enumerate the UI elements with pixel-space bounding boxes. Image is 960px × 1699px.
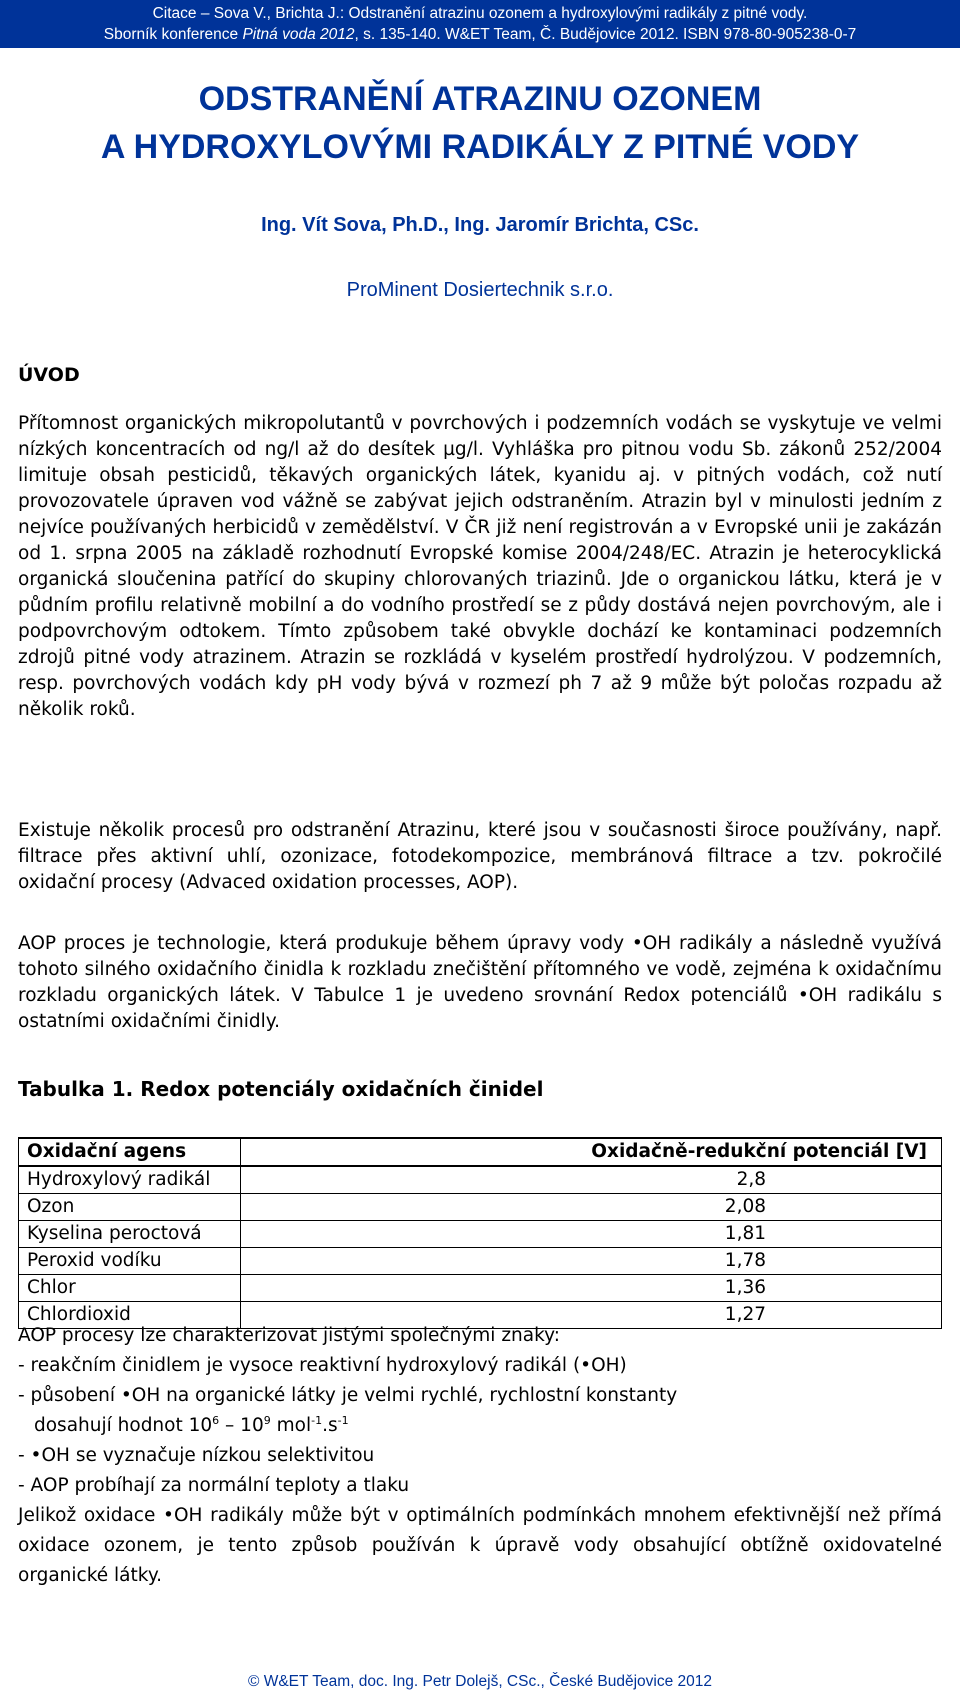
paragraph-aop: AOP proces je technologie, která produkuje během úpravy vody •OH radikály a následně využívá tohoto silného oxidačního činidla k rozkladu znečištění přítomného ve vodě, zejména k oxidačnímu rozkladu organických látek. V Tabulce 1 je uvedeno srovnání Redox potenciálů •OH radikálu s ostatními oxidačními činidly. xyxy=(18,933,942,1032)
unit-text: mol xyxy=(270,1415,312,1436)
table-cell-agent: Ozon xyxy=(19,1194,241,1221)
table-row xyxy=(19,1248,942,1275)
table-cell-agent: Chlor xyxy=(19,1275,241,1302)
table-cell-potential: 1,81 xyxy=(241,1221,942,1248)
table-cell-potential: 1,78 xyxy=(241,1248,942,1275)
exponent: 9 xyxy=(263,1413,271,1427)
exponent: -1 xyxy=(311,1413,323,1427)
citation-line-2 xyxy=(0,24,960,45)
citation-line-2-em: Pitná voda 2012 xyxy=(242,26,355,43)
table-cell-agent: Hydroxylový radikál xyxy=(19,1166,241,1194)
table-caption: Tabulka 1. Redox potenciály oxidačních činidel xyxy=(18,1077,544,1101)
citation-banner xyxy=(0,0,960,48)
aop-intro: AOP procesy lze charakterizovat jistými společnými znaky: xyxy=(18,1325,560,1346)
table-cell-potential: 2,8 xyxy=(241,1166,942,1194)
rate-text: – 10 xyxy=(219,1415,264,1436)
table-cell-potential: 1,27 xyxy=(241,1302,942,1329)
aop-item-1: - reakčním činidlem je vysoce reaktivní hydroxylový radikál (•OH) xyxy=(18,1355,627,1376)
table-cell-agent: Kyselina peroctová xyxy=(19,1221,241,1248)
aop-item-2-continued xyxy=(18,1411,942,1441)
table-cell-agent: Peroxid vodíku xyxy=(19,1248,241,1275)
citation-line-2-b: , s. 135-140. W&ET Team, Č. Budějovice 2012. ISBN 978-80-905238-0-7 xyxy=(354,26,857,43)
aop-closing: Jelikož oxidace •OH radikály může být v optimálních podmínkách mnohem efektivnější než přímá oxidace ozonem, je tento způsob používán k úpravě vody obsahující obtížně oxidovatelné organické látky. xyxy=(18,1505,942,1586)
table-cell-potential: 2,08 xyxy=(241,1194,942,1221)
footer-copyright: © W&ET Team, doc. Ing. Petr Dolejš, CSc., České Budějovice 2012 xyxy=(247,1673,712,1690)
exponent: -1 xyxy=(337,1413,349,1427)
authors: Ing. Vít Sova, Ph.D., Ing. Jaromír Brichta, CSc. xyxy=(261,214,699,236)
table-row xyxy=(19,1166,942,1194)
paper-title-line-2: A HYDROXYLOVÝMI RADIKÁLY Z PITNÉ VODY xyxy=(100,128,860,166)
table-cell-agent: Chlordioxid xyxy=(19,1302,241,1329)
paper-title xyxy=(0,75,960,171)
paragraph-intro: Přítomnost organických mikropolutantů v povrchových i podzemních vodách se vyskytuje ve velmi nízkých koncentracích od ng/l až do desítek µg/l. Vyhláška pro pitnou vodu Sb. zákonů 252/2004 limituje obsah pesticidů, těkavých organických látek, kyanidu aj. v pitných vodách, což nutí provozovatele úpraven vod vážně se zabývat jejich odstraněním. Atrazin byl v minulosti jedním z nejvíce používaných herbicidů v zemědělství. V ČR již není registrován a v Evropské unii je zakázán od 1. srpna 2005 na základě rozhodnutí Evropské komise 2004/248/EC. Atrazin je heterocyklická organická sloučenina patřící do skupiny chlorovaných triazinů. Jde o organickou látku, která je v půdním profilu relativně mobilní a do vodního prostředí se z půdy dostává nejen povrchovým, ale i podpovrchovým odtokem. Tímto způsobem také obvykle dochází ke kontaminaci podzemních zdrojů pitné vody atrazinem. Atrazin se rozkládá v kyselém prostředí hydrolýzou. V podzemních, resp. povrchových vodách kdy pH vody bývá v rozmezí ph 7 až 9 může být poločas rozpadu až několik roků. xyxy=(18,413,942,720)
table-header-agent: Oxidační agens xyxy=(19,1138,241,1166)
rate-text: dosahují hodnot 10 xyxy=(34,1415,213,1436)
redox-table xyxy=(18,1137,942,1329)
exponent: 6 xyxy=(212,1413,220,1427)
table-header-potential: Oxidačně-redukční potenciál [V] xyxy=(241,1138,942,1166)
citation-line-1: Citace – Sova V., Brichta J.: Odstranění atrazinu ozonem a hydroxylovými radikály z pitné vody. xyxy=(152,5,808,22)
aop-item-4: - AOP probíhají za normální teploty a tlaku xyxy=(18,1475,410,1496)
paper-title-line-1: ODSTRANĚNÍ ATRAZINU OZONEM xyxy=(198,80,762,118)
citation-line-2-a: Sborník konference xyxy=(103,26,243,43)
affiliation: ProMinent Dosiertechnik s.r.o. xyxy=(346,279,614,301)
section-heading: ÚVOD xyxy=(18,364,80,386)
table-header-row xyxy=(19,1138,942,1166)
unit-text: .s xyxy=(322,1415,338,1436)
aop-item-3: - •OH se vyznačuje nízkou selektivitou xyxy=(18,1445,375,1466)
aop-characteristics xyxy=(18,1321,942,1591)
table-row xyxy=(19,1194,942,1221)
table-cell-potential: 1,36 xyxy=(241,1275,942,1302)
table-row xyxy=(19,1221,942,1248)
table-row xyxy=(19,1275,942,1302)
paragraph-processes: Existuje několik procesů pro odstranění Atrazinu, které jsou v současnosti široce používány, např. filtrace přes aktivní uhlí, ozonizace, fotodekompozice, membránová filtrace a tzv. pokročilé oxidační procesy (Advaced oxidation processes, AOP). xyxy=(18,820,942,893)
aop-item-2: - působení •OH na organické látky je velmi rychlé, rychlostní konstanty xyxy=(18,1385,678,1406)
